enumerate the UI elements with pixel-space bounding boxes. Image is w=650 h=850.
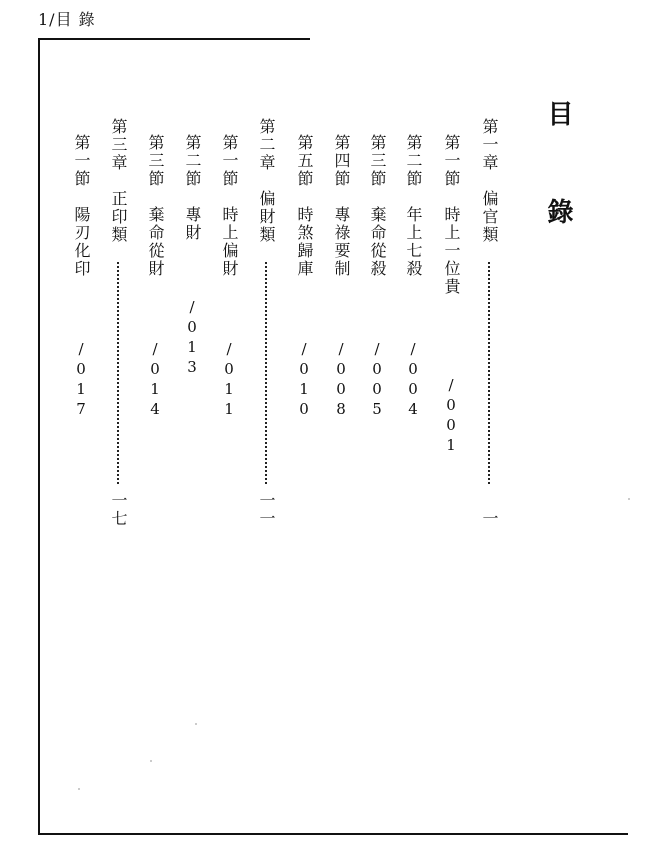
page-title-char-1: 目: [543, 100, 573, 126]
scan-speck: [195, 723, 197, 725]
toc-section-1-2-label: 第二節 年上七殺: [404, 134, 423, 278]
toc-chapter-1-page: 一: [480, 510, 499, 528]
toc-section-2-2-page: /013: [183, 298, 201, 378]
bottom-rule: [38, 833, 628, 835]
toc-section-3-1-label: 第一節 陽刃化印: [72, 134, 91, 278]
toc-section-1-3-page: /005: [368, 340, 386, 420]
toc-section-2-2-label: 第二節 專財: [183, 134, 202, 242]
toc-section-1-5-label: 第五節 時煞歸庫: [295, 134, 314, 278]
page-title-char-2: 錄: [543, 198, 573, 224]
scan-speck: [628, 498, 630, 500]
left-border-rule: [38, 38, 40, 834]
toc-section-1-4-label: 第四節 專祿要制: [332, 134, 351, 278]
toc-section-1-3-label: 第三節 棄命從殺: [368, 134, 387, 278]
toc-section-2-3-label: 第三節 棄命從財: [146, 134, 165, 278]
toc-section-2-3-page: /014: [146, 340, 164, 420]
running-head: 1/目 錄: [38, 10, 96, 29]
toc-section-2-1-label: 第一節 時上偏財: [220, 134, 239, 278]
scan-speck: [150, 760, 152, 762]
toc-section-3-1-page: /017: [72, 340, 90, 420]
toc-chapter-2-page: 一一: [257, 492, 276, 528]
toc-leader-dots: [117, 262, 119, 484]
toc-chapter-1-label: 第一章 偏官類: [480, 118, 499, 244]
toc-leader-dots: [265, 262, 267, 484]
toc-section-1-1-label: 第一節 時上一位貴: [442, 134, 461, 296]
toc-chapter-3-page: 一七: [109, 492, 128, 528]
toc-chapter-3-label: 第三章 正印類: [109, 118, 128, 244]
toc-section-1-5-page: /010: [295, 340, 313, 420]
toc-section-1-2-page: /004: [404, 340, 422, 420]
toc-chapter-2-label: 第二章 偏財類: [257, 118, 276, 244]
toc-section-1-1-page: /001: [442, 376, 460, 456]
toc-section-1-4-page: /008: [332, 340, 350, 420]
toc-section-2-1-page: /011: [220, 340, 238, 420]
top-rule: [38, 38, 310, 40]
scan-speck: [78, 788, 80, 790]
toc-leader-dots: [488, 262, 490, 484]
